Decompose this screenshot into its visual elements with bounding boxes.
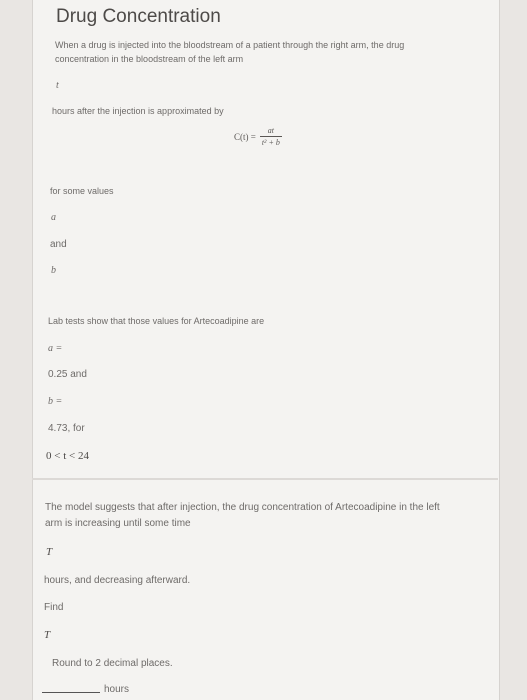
hours-after-text: hours after the injection is approximated by	[52, 106, 224, 116]
answer-input[interactable]	[42, 691, 100, 693]
a-equals-label: a =	[48, 343, 63, 354]
problem-card	[32, 0, 500, 700]
formula-lhs: C(t) =	[234, 131, 256, 142]
a-value-text: 0.25 and	[48, 369, 87, 380]
variable-T: T	[46, 546, 53, 558]
b-value-text: 4.73, for	[48, 423, 85, 434]
a-equals	[48, 343, 62, 354]
and-text: and	[50, 239, 67, 250]
fraction-bar	[260, 136, 282, 137]
model-suggests-line-2: arm is increasing until some time	[45, 518, 191, 529]
intro-line-2: concentration in the bloodstream of the left arm	[55, 54, 244, 64]
formula-numerator: at	[267, 126, 274, 135]
b-equals	[48, 396, 62, 407]
variable-T-find: T	[44, 629, 51, 641]
domain-inequality: 0 < t < 24	[46, 450, 89, 462]
variable-a: a	[51, 212, 56, 223]
b-equals-label: b =	[48, 396, 63, 407]
round-note: Round to 2 decimal places.	[52, 658, 173, 669]
page-title: Drug Concentration	[56, 6, 221, 27]
answer-unit: hours	[104, 684, 130, 695]
hours-decreasing-text: hours, and decreasing afterward.	[44, 575, 191, 586]
formula-fraction	[260, 126, 282, 147]
model-suggests-line-1: The model suggests that after injection, the drug concentration of Artecoadipine in the left	[45, 502, 440, 513]
answer-row	[42, 684, 129, 695]
section-divider	[32, 478, 498, 480]
intro-line-1: When a drug is injected into the bloodstream of a patient through the right arm, the drug	[55, 40, 405, 50]
variable-t: t	[56, 80, 59, 91]
variable-b: b	[51, 265, 56, 276]
for-some-values-text: for some values	[50, 186, 114, 196]
lab-tests-text: Lab tests show that those values for Artecoadipine are	[48, 316, 265, 326]
formula-denominator: t² + b	[261, 138, 280, 147]
concentration-formula	[234, 126, 282, 147]
find-text: Find	[44, 602, 64, 613]
